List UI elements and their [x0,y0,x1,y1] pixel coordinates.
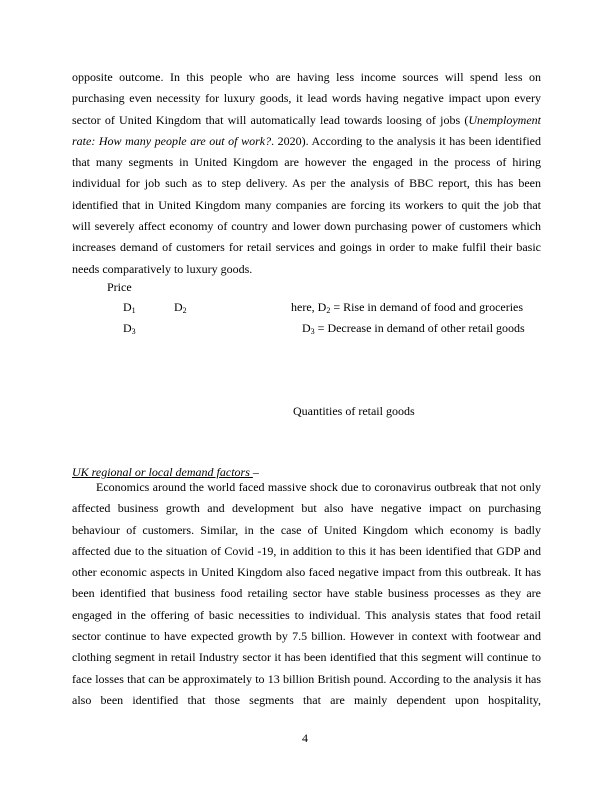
page-number: 4 [302,731,308,745]
diagram-y-axis-label: Price [107,280,132,294]
paragraph-2-line: affected due to the situation of Covid -19, in addition to this it has been identified that GDP and [72,543,541,558]
diagram-note-d3-sub: 3 [310,327,315,336]
paragraph-1-line [72,131,541,152]
paragraph-2-line: sector continue to have expected growth by 7.5 billion. However in context with footwear and [72,629,541,644]
paragraph-2-line: clothing segment in retail Industry sector it has been identified that this segment will continue to [72,650,541,665]
paragraph-2-line: also been identified that those segments that are mainly dependent upon hospitality, [72,692,541,707]
diagram-note-d3-desc: = Decrease in demand of other retail goods [314,321,525,335]
paragraph-1-line: opposite outcome. In this people who are having less income sources will spend less on [72,70,541,84]
paragraph-2-line: been identified that business food retailing sector have stable business processes as they are [72,586,541,601]
curve-label-d1-text: D [123,300,132,314]
curve-label-d2-sub: 2 [182,306,187,315]
paragraph-1-line [72,110,541,131]
paragraph-2-line: affected business growth and development but also have negative impact on purchasing [72,501,541,516]
paragraph-2-line: engaged in the offering of basic necessities to individual. This analysis states that food retail [72,607,541,622]
paragraph-2-line: other economic aspects in United Kingdom also faced negative impact from this outbreak. It has [72,565,541,580]
curve-label-d3-text: D [123,321,132,335]
paragraph-1-line-text: sector of United Kingdom that will automatically lead towards loosing of jobs ( [72,112,469,127]
curve-label-d2-text: D [174,300,183,314]
paragraph-1-line: that many segments in United Kingdom are however the engaged in the process of hiring [72,155,541,170]
diagram-x-axis-label: Quantities of retail goods [293,404,415,418]
paragraph-1 [72,67,541,280]
curve-label-d3 [123,321,136,339]
citation-italic: rate: How many people are out of work? [72,133,272,148]
paragraph-2-line: behaviour of customers. Similar, in the case of United Kingdom which economy is badly [72,522,541,537]
diagram-note-d2 [291,300,523,318]
paragraph-1-line: needs comparatively to luxury goods. [72,261,253,276]
curve-label-d1-sub: 1 [131,306,136,315]
paragraph-1-line: will severely affect economy of country and lower down purchasing power of customers which [72,219,541,234]
curve-label-d1 [123,300,136,318]
paragraph-2-line: Economics around the world faced massive shock due to coronavirus outbreak that not only [96,480,541,494]
paragraph-1-line-text: . 2020). According to the analysis it has been identified [271,133,541,148]
paragraph-1-line: purchasing even necessity for luxury goods, it lead words having negative impact upon every [72,91,541,106]
paragraph-1-line: increases demand of customers for retail services and goings in order to make fulfil their basic [72,240,541,255]
section-heading-dash: – [252,465,259,479]
diagram-note-d2-text: here, D [291,300,327,314]
curve-label-d2 [174,300,187,318]
diagram-note-d3-text: D [302,321,311,335]
diagram-note-d3 [302,321,525,339]
paragraph-1-line: identified that in United Kingdom many companies are forcing its workers to quit the job that [72,197,541,212]
section-heading-text: UK regional or local demand factors [72,465,253,479]
curve-label-d3-sub: 3 [131,327,136,336]
paragraph-2 [72,477,541,711]
paragraph-2-line: face losses that can be approximately to 13 billion British pound. According to the analysis it has [72,671,541,686]
paragraph-1-line: individual for job such as to step delivery. As per the analysis of BBC report, this has been [72,176,541,191]
diagram-note-d2-sub: 2 [326,306,331,315]
citation-italic: Unemployment [468,112,541,127]
diagram-note-d2-desc: = Rise in demand of food and groceries [330,300,524,314]
